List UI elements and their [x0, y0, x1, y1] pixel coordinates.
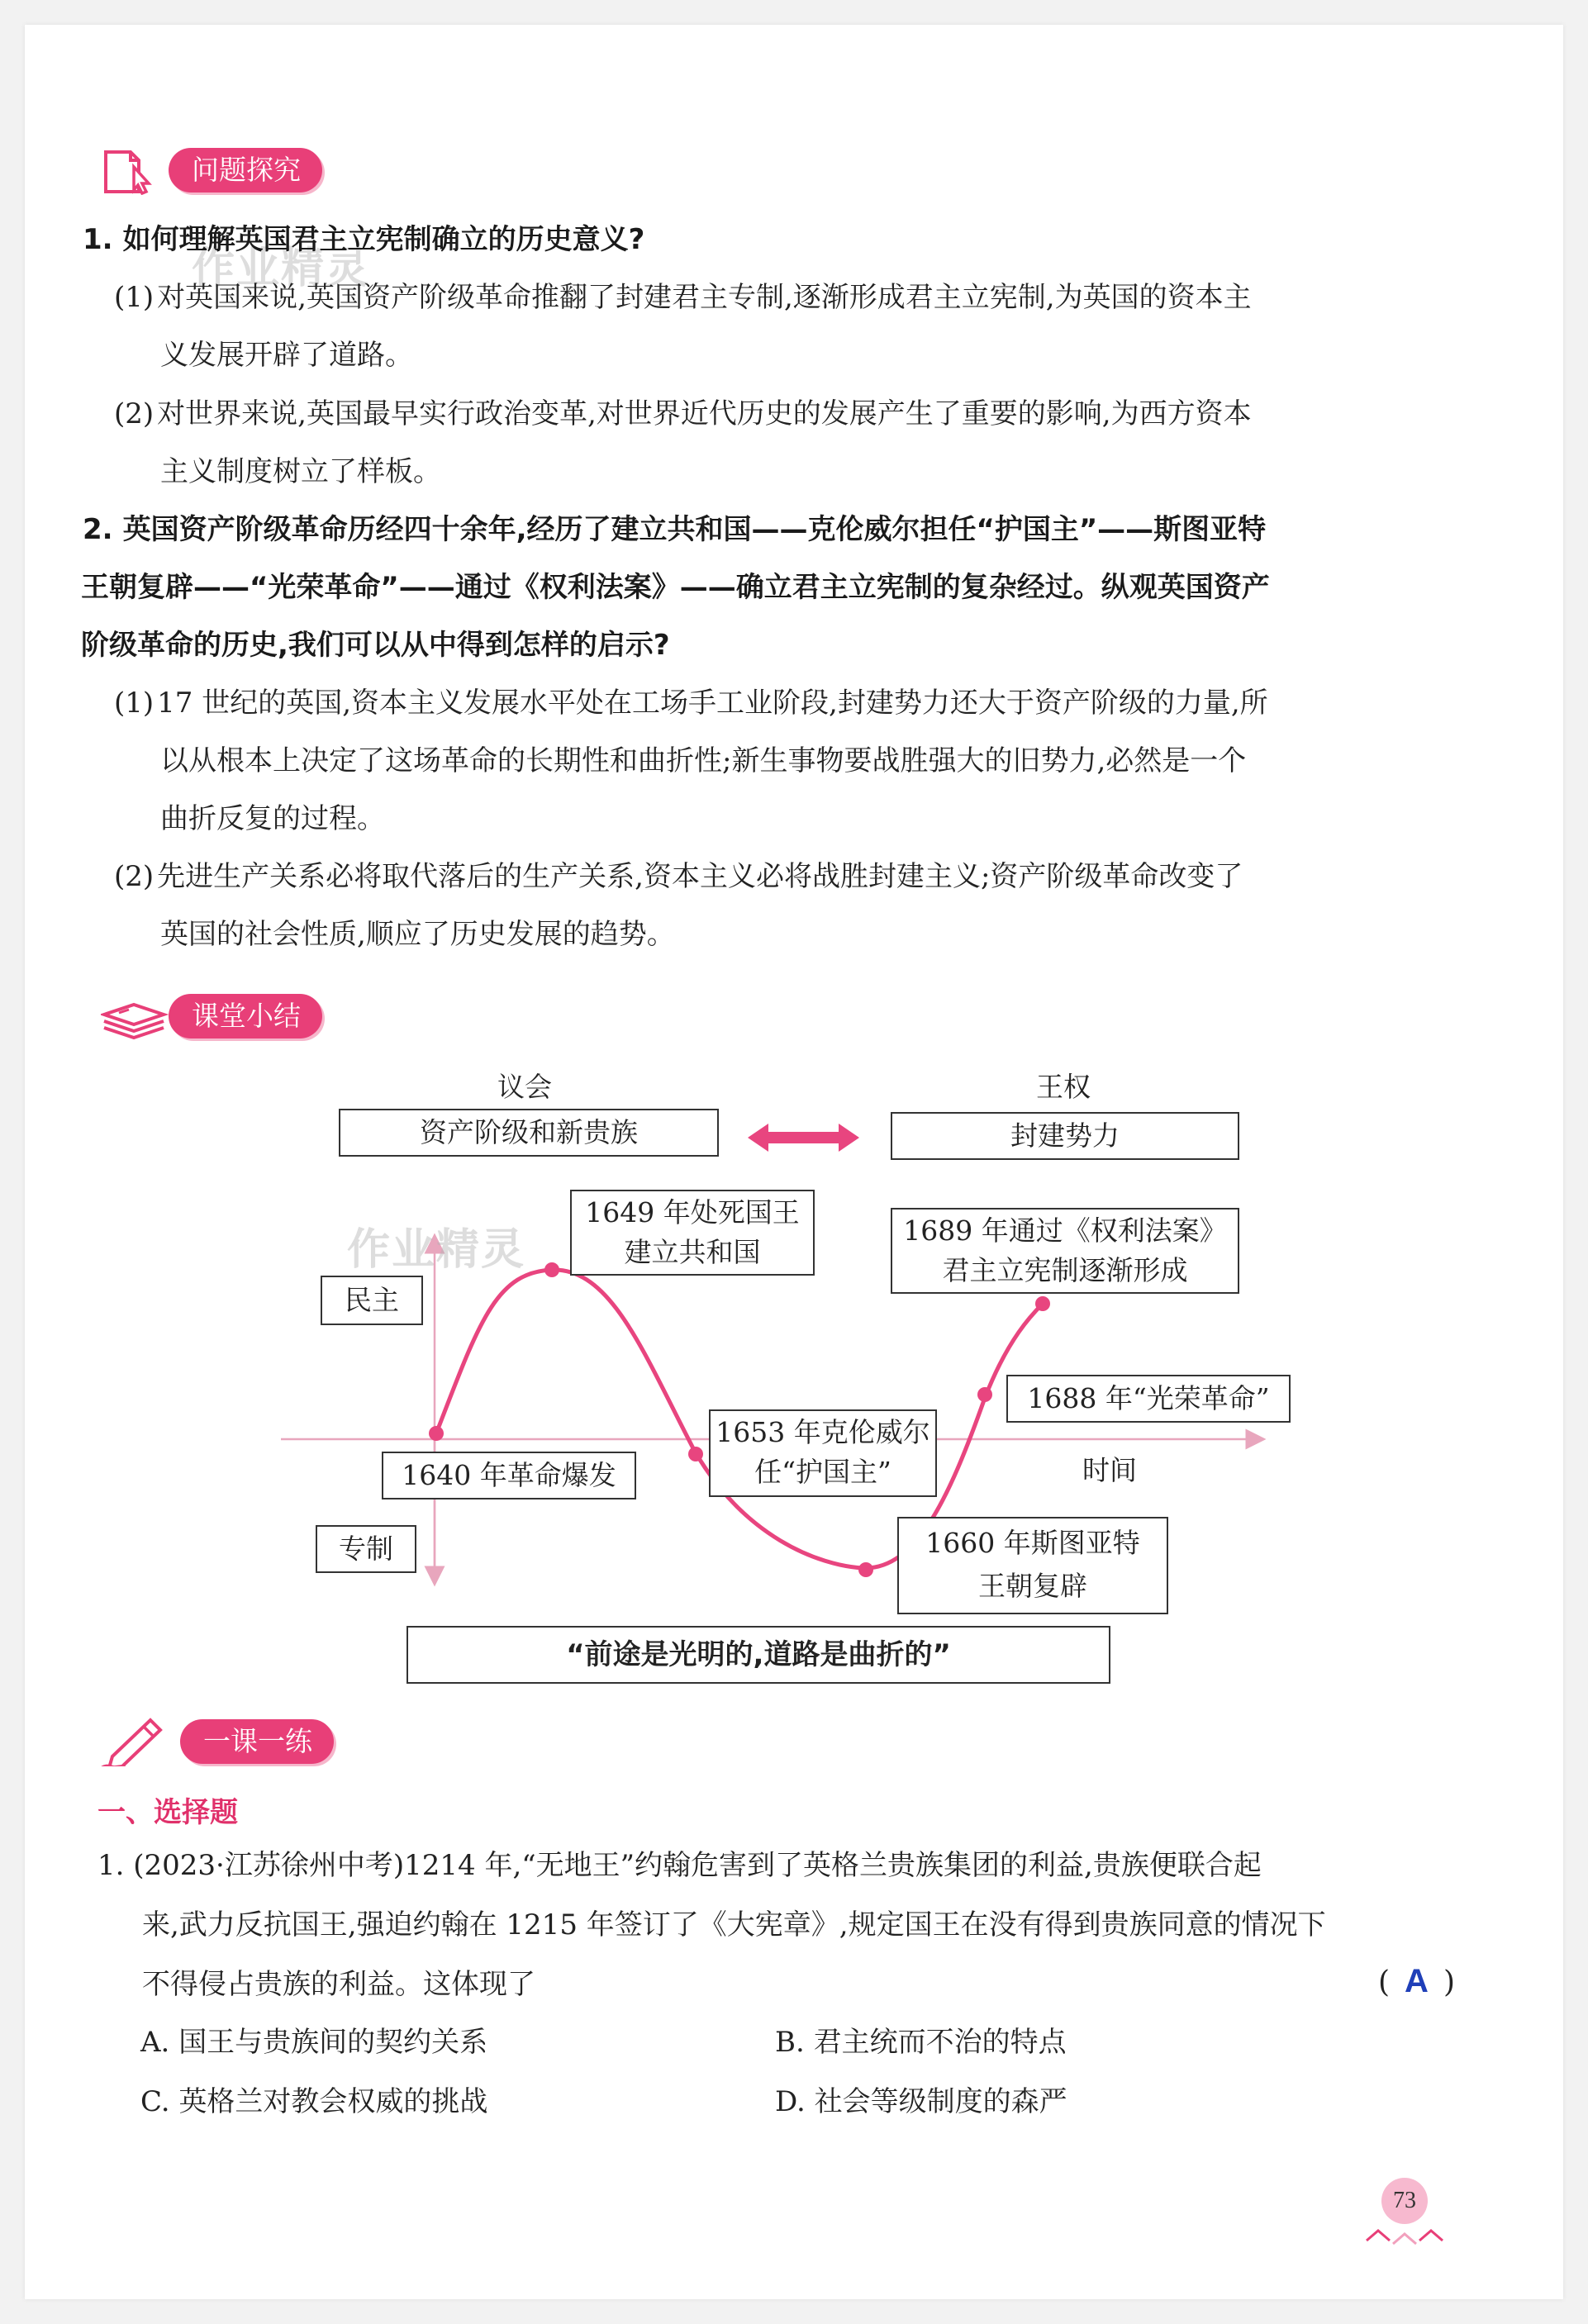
parliament-box: 资产阶级和新贵族: [339, 1109, 719, 1157]
answer-1-2: [116, 385, 1487, 501]
question-2: [83, 501, 1487, 674]
option-text: 君主统而不治的特点: [813, 2026, 1067, 2059]
event-box-1689: [891, 1208, 1239, 1294]
choice-question-1: [97, 1836, 1486, 2014]
answer-mark: (2): [114, 397, 155, 430]
answer-line: 17 世纪的英国,资本主义发展水平处在工场手工业阶段,封建势力还大于资产阶级的力量,所: [157, 687, 1268, 720]
paren-open: (: [1378, 1965, 1391, 1999]
parliament-label: 议会: [497, 1071, 552, 1103]
question-text: 英国资产阶级革命历经四十余年,经历了建立共和国——克伦威尔担任“护国主”——斯图亚特: [122, 513, 1267, 546]
answer-line: 以从根本上决定了这场革命的长期性和曲折性;新生事物要战胜强大的旧势力,必然是一个: [160, 744, 1247, 777]
event-text: 1649 年处死国王: [585, 1196, 800, 1229]
question-line: 1. (2023·江苏徐州中考)1214 年,“无地王”约翰危害到了英格兰贵族集团的利益,贵族便联合起: [97, 1849, 1262, 1882]
section-header-inquiry: [101, 145, 448, 195]
answer-mark: (2): [114, 860, 155, 893]
answer-mark: (1): [114, 687, 155, 720]
answer-line: 主义制度树立了样板。: [160, 455, 441, 488]
answer-line: 先进生产关系必将取代落后的生产关系,资本主义必将战胜封建主义;资产阶级革命改变了: [157, 860, 1243, 893]
answer-line: 对英国来说,英国资产阶级革命推翻了封建君主专制,逐渐形成君主立宪制,为英国的资本主: [157, 281, 1252, 314]
subsection-heading: 一、选择题: [97, 1796, 238, 1829]
option-text: 英格兰对教会权威的挑战: [178, 2085, 488, 2118]
event-text: 任“护国主”: [754, 1456, 891, 1488]
paren-close: ): [1443, 1965, 1455, 1999]
event-text: 1660 年斯图亚特: [925, 1527, 1140, 1559]
option-key: A.: [140, 2026, 170, 2059]
event-box-1649: [570, 1190, 815, 1276]
answer-line: 对世界来说,英国最早实行政治变革,对世界近代历史的发展产生了重要的影响,为西方资本: [157, 397, 1252, 430]
option-c[interactable]: [140, 2079, 487, 2119]
option-text: 国王与贵族间的契约关系: [178, 2026, 488, 2059]
watermark: 作业精灵: [192, 244, 371, 293]
answer-letter: A: [1405, 1963, 1429, 1999]
pencil-icon: [101, 1717, 180, 1766]
event-text: 建立共和国: [624, 1236, 761, 1268]
time-label: 时间: [1082, 1454, 1137, 1486]
option-a[interactable]: [140, 2019, 487, 2060]
question-text: 如何理解英国君主立宪制确立的历史意义?: [122, 223, 645, 256]
answer-bracket: [1378, 1963, 1455, 2000]
option-text: 社会等级制度的森严: [814, 2085, 1067, 2118]
autocracy-box: 专制: [316, 1525, 416, 1573]
event-box-1660: [897, 1517, 1168, 1614]
event-text: 君主立宪制逐渐形成: [942, 1254, 1188, 1286]
question-1: [83, 211, 1487, 269]
chevron-decoration-icon: [1363, 2222, 1446, 2247]
crown-box: 封建势力: [891, 1112, 1239, 1160]
option-b[interactable]: [775, 2019, 1067, 2060]
answer-2-1: [116, 674, 1487, 848]
motto-box: “前途是光明的,道路是曲折的”: [407, 1626, 1110, 1684]
watermark: 作业精灵: [347, 1225, 526, 1275]
question-number: 1.: [83, 223, 113, 256]
answer-mark: (1): [114, 281, 155, 314]
answer-line: 义发展开辟了道路。: [160, 339, 413, 372]
section-title: 课堂小结: [169, 994, 322, 1038]
question-line: 不得侵占贵族的利益。这体现了: [142, 1968, 535, 2001]
section-title: 问题探究: [169, 148, 322, 192]
section-header-practice: [101, 1717, 448, 1766]
event-box-1640: 1640 年革命爆发: [382, 1452, 636, 1499]
event-box-1688: 1688 年“光荣革命”: [1006, 1375, 1291, 1423]
event-text: 1653 年克伦威尔: [716, 1416, 930, 1448]
section-title: 一课一练: [180, 1719, 334, 1764]
option-key: C.: [140, 2085, 170, 2118]
option-key: D.: [775, 2085, 806, 2118]
answer-line: 英国的社会性质,顺应了历史发展的趋势。: [160, 918, 675, 951]
question-text: 王朝复辟——“光荣革命”——通过《权利法案》——确立君主立宪制的复杂经过。纵观英国资产: [81, 571, 1270, 604]
page-number: 73: [1381, 2178, 1428, 2224]
option-d[interactable]: [775, 2079, 1067, 2119]
event-box-1653: [709, 1409, 937, 1497]
democracy-box: 民主: [321, 1276, 423, 1325]
question-line: 来,武力反抗国王,强迫约翰在 1215 年签订了《大宪章》,规定国王在没有得到贵族同意的情况下: [142, 1908, 1326, 1941]
option-key: B.: [775, 2026, 805, 2059]
crown-label: 王权: [1036, 1071, 1091, 1103]
answer-2-2: [116, 848, 1487, 963]
event-text: 1689 年通过《权利法案》: [903, 1214, 1227, 1247]
question-text: 阶级革命的历史,我们可以从中得到怎样的启示?: [81, 629, 670, 662]
event-text: 王朝复辟: [978, 1570, 1087, 1602]
answer-1-1: [116, 269, 1487, 384]
answer-line: 曲折反复的过程。: [160, 802, 385, 835]
section-header-summary: [101, 991, 448, 1041]
question-number: 2.: [83, 513, 113, 546]
